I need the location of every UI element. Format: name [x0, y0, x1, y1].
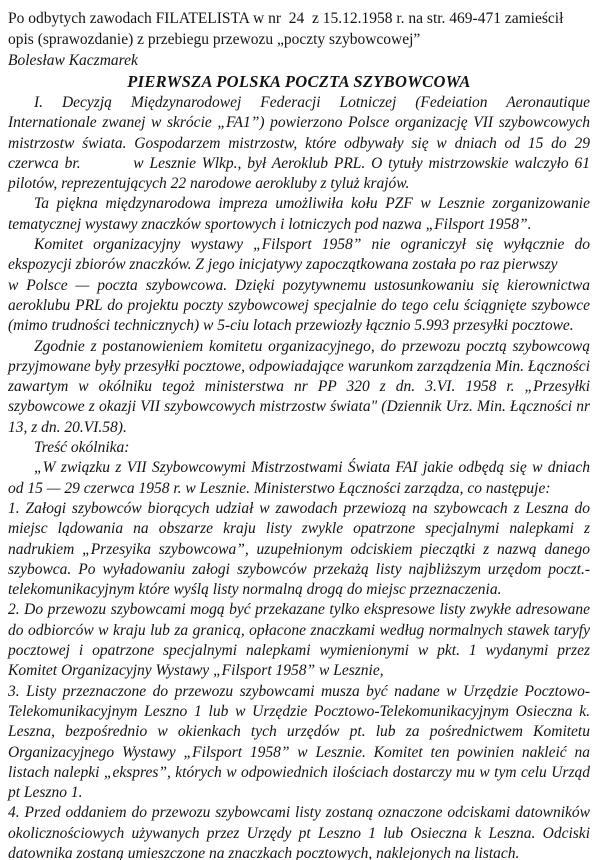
paragraph-committee: Komitet organizacyjny wystawy „Filsport 1958” nie ograniczył się wyłącznie do ekspozycji zbiorów znaczków. Z jego inicjatywy zapoczątkowana została po raz pierwszy [8, 236, 590, 274]
circular-point-1: 1. Załogi szybowców biorących udział w zawodach przewiozą na szybowcach z Leszna do miejsc lądowania na obszarze kraju listy zwykle opatrzone specjalnymi nalepkami z nadrukiem „Przesyika szybowcowa”, uzupełnionym odciskiem pieczątki z nazwą danego szybowca. Po wyładowaniu załogi szybowców przekażą listy najbliższym urzędom poczt.-telekomunikacyjnym które wyślą listy normalną drogą do miejsc przeznaczenia. [8, 499, 590, 599]
paragraph-glider-mail: w Polsce — poczta szybowcowa. Dzięki pozytywnemu ustosunkowaniu się kierownictwa aeroklubu PRL do projektu poczty szybowcowej specjalnie do tego celu ściągnięte szybowce (mimo trudności technicznych) w 5-ciu lotach przewiozły łącznio 5.993 przesyłki pocztowe. [8, 276, 590, 335]
intro-text: Po odbytych zawodach FILATELISTA w nr 24 z 15.12.1958 r. na str. 469-471 zamieścił opis (sprawozdanie) z przebiegu przewozu „poczty szybowcowej” [8, 10, 564, 48]
circular-point-2: 2. Do przewozu szybowcami mogą być przekazane tylko ekspresowe listy zwykłe adresowane do odbiorców w kraju lub za granicą, opłacone znaczkami według normalnych stawek taryfy pocztowej i opatrzone specjalnymi nalepkami wymienionymi w pkt. 1 wydanymi przez Komitet Organizacyjny Wystawy „Filsport 1958” w Lesznie, [8, 601, 590, 680]
paragraph-circular-heading: Treść okólnika: [34, 439, 130, 457]
circular-point-4: 4. Przed oddaniem do przewozu szybowcami listy zostaną oznaczone odciskami datowników okolicznościowych używanych przez Urzędy pt Leszno 1 lub Osieczna k Leszna. Odciski datownika zostaną umieszczone na znaczkach pocztowych, naklejonych na listach. [8, 804, 590, 860]
document-title: PIERWSZA POLSKA POCZTA SZYBOWCOWA [127, 72, 471, 91]
paragraph-exhibition: Ta piękna międzynarodowa impreza umożliwiła kołu PZF w Lesznie zorganizowanie tematycznej wystawy znaczków sportowych i lotniczych pod nazwa „Filsport 1958”. [8, 195, 590, 233]
paragraph-circular-intro: „W związku z VII Szybowcowymi Mistrzostwami Świata FAI jakie odbędą się w dniach od 15 — 29 czerwca 1958 r. w Lesznie. Ministerstwo Łączności zarządza, co następuje: [8, 459, 590, 497]
paragraph-ministry-regulation: Zgodnie z postanowieniem komitetu organizacyjnego, do przewozu pocztą szybowcową przyjmowane były przesyłki pocztowe, odpowiadające warunkom zarządzenia Min. Łączności zawartym w okólniku tegoż ministerstwa nr PP 320 z dn. 3.VI. 1958 r. „Przesyłki szybowcowe z okazji VII szybowcowych mistrzostw świata" (Dziennik Urz. Min. Łączności nr 13, z dn. 20.VI.58). [8, 337, 590, 436]
paragraph-decision-fai: I. Decyzją Międzynarodowej Federacji Lotniczej (Fedeiation Aeronautique Internationale zwanej w skrócie „FA1”) powierzono Polsce organizację VII szybowcowych mistrzostw świata. Gospodarzem mistrzostw, które odbywały się w dniach od 15 do 29 czerwca br. w Lesznie Wlkp., był Aeroklub PRL. O tytuły mistrzowskie walczyło 61 pilotów, reprezentujących 22 narodowe aerokluby z tyluż krajów. [8, 94, 590, 193]
circular-point-3: 3. Listy przeznaczone do przewozu szybowcami musza być nadane w Urzędzie Pocztowo-Telekomunikacyjnym Leszno 1 lub w Urzędzie Pocztowo-Telekomunikacyjnym Osieczna k. Leszna, bezpośrednio w okienkach tych urzędów pt. lub za pośrednictwem Komitetu Organizacyjnego Wystawy „Filsport 1958” w Lesznie. Komitet ten powinien nakleić na listach nalepki „ekspres”, których w odpowiednich ilościach dostarczy mu w tym celu Urząd pt Leszno 1. [8, 682, 590, 802]
author-line: Bolesław Kaczmarek [8, 52, 138, 69]
